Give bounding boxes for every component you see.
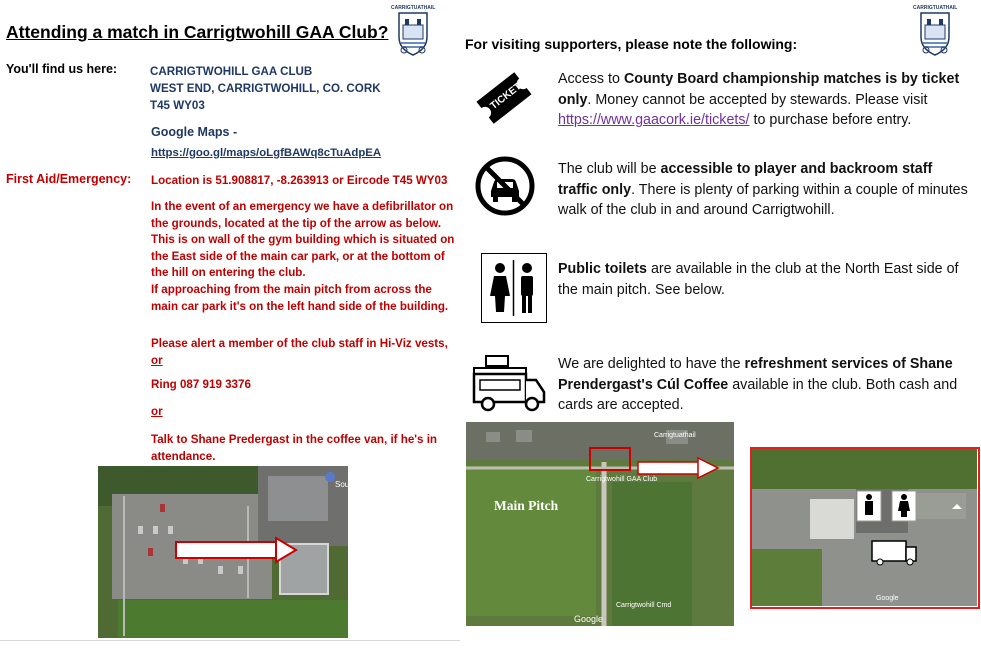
tickets-link[interactable]: https://www.gaacork.ie/tickets/ xyxy=(558,112,750,128)
alert-text: Please alert a member of the club staff in Hi-Viz vests, xyxy=(151,337,448,350)
club-address xyxy=(150,63,381,114)
main-pitch-label: Main Pitch xyxy=(494,498,559,513)
map-club-label: Carrigtwohill GAA Club xyxy=(586,476,658,483)
parking-text: . There is plenty of parking within a couple of minutes walk of the club in and around Carrigtwohill. xyxy=(558,181,968,218)
coffee-bold: refreshment services of Shane Prendergast's Cúl Coffee xyxy=(558,356,953,393)
ticket-text: Access to xyxy=(558,71,624,87)
ticket-text: to purchase before entry. xyxy=(749,112,912,128)
left-title: Attending a match in Carrigtwohill GAA Club? xyxy=(6,22,389,42)
ticket-info xyxy=(558,69,968,131)
defib-line: In the event of an emergency we have a defibrillator on xyxy=(151,200,454,213)
find-us-label: You'll find us here: xyxy=(6,62,118,76)
club-aerial-map xyxy=(466,422,734,626)
parking-bold: accessible to player and backroom staff traffic only xyxy=(558,161,933,198)
coffee-text: available in the club. Both cash and cards are accepted. xyxy=(558,376,958,413)
talk-line: attendance. xyxy=(151,449,216,463)
ring-text: Ring 087 919 3376 xyxy=(151,378,251,391)
defib-line: the grounds, located at the tip of the arrow as below. xyxy=(151,216,442,230)
toilets-text: are available in the club at the North East side of the main pitch. See below. xyxy=(558,261,959,298)
parking-text: The club will be xyxy=(558,161,661,177)
toilets-bold: Public toilets xyxy=(558,261,647,277)
coffee-text: We are delighted to have the xyxy=(558,356,745,372)
right-heading: For visiting supporters, please note the following: xyxy=(465,36,798,52)
defib-line: the East side of the main car park, or at the bottom of xyxy=(151,249,445,263)
toilets-icon xyxy=(481,253,547,323)
ticket-icon-text: TICKET xyxy=(488,81,524,112)
toilets-info xyxy=(558,259,968,300)
map-place-label: Sout xyxy=(335,480,352,489)
club-crest-left xyxy=(391,3,436,57)
crest-text-left: CARRIGTUATHAIL xyxy=(391,5,436,11)
defib-line: main car park it's on the left hand side of the building. xyxy=(151,299,449,313)
defib-line: the hill on entering the club. xyxy=(151,266,306,280)
map-bottom-label: Carrigtwohill Cmd xyxy=(616,602,672,609)
coffee-info xyxy=(558,354,968,416)
first-aid-label: First Aid/Emergency: xyxy=(6,172,132,186)
zoom-google-label: Google xyxy=(876,595,899,602)
defibrillator-info xyxy=(151,199,454,315)
google-maps-label: Google Maps - xyxy=(151,125,238,139)
parking-info xyxy=(558,159,968,221)
defib-line: This is on wall of the gym building which is situated on xyxy=(151,233,455,247)
or-text: or xyxy=(151,354,163,367)
address-line: CARRIGTWOHILL GAA CLUB xyxy=(150,65,313,78)
google-maps-link[interactable]: https://goo.gl/maps/oLgfBAWq8cTuAdpEA xyxy=(151,147,382,159)
crest-text-right: CARRIGTUATHAIL xyxy=(913,5,958,11)
or-text: or xyxy=(151,405,163,418)
no-parking-icon xyxy=(474,155,536,217)
map-google-label: Google xyxy=(574,614,604,624)
club-crest-right xyxy=(913,3,958,57)
address-line: WEST END, CARRIGTWOHILL, CO. CORK xyxy=(150,82,381,95)
ticket-icon xyxy=(470,64,538,132)
location-text: Location is 51.908817, -8.263913 or Eircode T45 WY03 xyxy=(151,174,448,187)
coffee-van-icon xyxy=(472,354,546,418)
page-divider xyxy=(0,640,460,641)
address-line: T45 WY03 xyxy=(150,99,205,112)
map-top-label: Carrigtuathail xyxy=(654,432,696,439)
defibrillator-aerial-map xyxy=(98,466,352,638)
ticket-text: . Money cannot be accepted by stewards. Please visit xyxy=(587,91,928,108)
defib-line: If approaching from the main pitch from across the xyxy=(151,282,432,296)
facilities-zoom-map xyxy=(750,447,980,609)
ticket-bold: County Board championship matches is by ticket only xyxy=(558,71,960,108)
talk-line: Talk to Shane Predergast in the coffee van, if he's in xyxy=(151,433,438,446)
coffee-van-text xyxy=(151,432,437,465)
